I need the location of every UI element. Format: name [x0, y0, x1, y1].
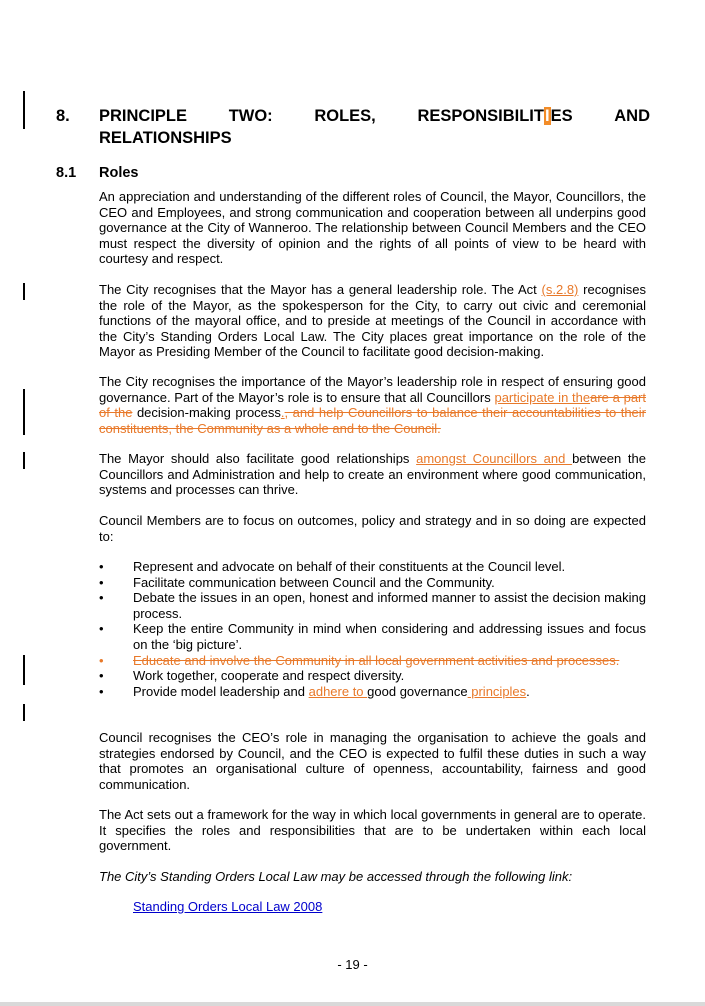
paragraph: The City recognises the importance of the Mayor’s leadership role in respect of ensuring good governance. Part of the Mayor’s role is to ensure that all Councillors participate in theare a part of the decision-making process., and help Councillors to balance their accountabilities to their constituents, the Community as a whole and to the Council.	[99, 374, 647, 436]
inserted-text: amongst Councillors and	[416, 451, 573, 466]
inserted-text: participate in the	[494, 389, 591, 405]
paragraph: Council Members are to focus on outcomes, policy and strategy and in so doing are expected to:	[99, 513, 646, 544]
change-bar	[23, 452, 25, 469]
list-item: • Facilitate communication between Council and the Community.	[99, 574, 495, 590]
list-item: • Represent and advocate on behalf of their constituents at the Council level.	[99, 559, 566, 574]
list-item: • Provide model leadership and adhere to good governance principles.	[99, 683, 530, 699]
page-edge	[0, 1002, 705, 1006]
inserted-text: (s.2.8)	[541, 282, 579, 297]
change-bar	[23, 283, 25, 300]
heading-word: RESPONSIBILITIES	[417, 107, 573, 125]
paragraph: An appreciation and understanding of the different roles of Council, the Mayor, Councillors, the CEO and Employees, and strong communication and cooperation between all underpins good governance at the City of Wanneroo. The relationship between Council Members and the CEO must respect the diversity of opinion and the rights of all points of view to be heard with courtesy and respect.	[99, 189, 646, 267]
heading-line-1	[99, 105, 650, 127]
subsection-title: Roles	[99, 165, 139, 181]
inserted-text: adhere to	[308, 683, 368, 699]
paragraph: The Act sets out a framework for the way in which local governments in general are to operate. It specifies the roles and responsibilities that are to be undertaken within each local government.	[99, 807, 646, 854]
list-item: • Work together, cooperate and respect diversity.	[99, 668, 405, 684]
standing-orders-link[interactable]: Standing Orders Local Law 2008	[133, 899, 323, 914]
subsection-number: 8.1	[56, 165, 77, 181]
inserted-text: principles	[467, 683, 527, 699]
list-item: • Keep the entire Community in mind when considering and addressing issues and focus on the ‘big picture’.	[99, 621, 646, 652]
heading-word: ROLES,	[314, 107, 376, 125]
change-bar	[23, 91, 25, 129]
change-bar	[23, 704, 25, 721]
list-item-deleted: • Educate and involve the Community in all local government activities and processes.	[99, 652, 620, 668]
page-number: - 19 -	[337, 957, 368, 972]
deleted-text: are a part of the	[99, 389, 646, 421]
inserted-text: .	[280, 405, 285, 421]
heading-line-2: RELATIONSHIPS	[99, 129, 232, 147]
paragraph-italic: The City’s Standing Orders Local Law may be accessed through the following link:	[99, 869, 573, 884]
section-number: 8.	[56, 107, 70, 125]
heading-word: AND	[614, 107, 650, 125]
heading-word: PRINCIPLE	[99, 107, 188, 125]
change-bar	[23, 389, 25, 435]
subsection-heading	[56, 165, 139, 181]
paragraph: The City recognises that the Mayor has a general leadership role. The Act (s.2.8) recognises the role of the Mayor, as the spokesperson for the City, to carry out civic and ceremonial functions of the mayoral office, and to preside at meetings of the Council in accordance with the City’s Standing Orders Local Law. The City places great importance on the role of the Mayor as Presiding Member of the Council to facilitate good decision-making.	[99, 282, 647, 360]
change-bar	[23, 655, 25, 685]
highlighted-letter: I	[544, 107, 550, 125]
list-item: • Debate the issues in an open, honest and informed manner to assist the decision making process.	[99, 590, 646, 621]
bullet-list	[99, 559, 646, 699]
deleted-text: , and help Councillors to balance their accountabilities to their constituents, the Community as a whole and to the Council.	[99, 405, 647, 436]
paragraph: Council recognises the CEO’s role in managing the organisation to achieve the goals and strategies endorsed by Council, and the CEO is expected to fulfil these duties in such a way that promotes an organisational culture of openness, accountability, fairness and good communication.	[99, 730, 646, 792]
heading-word: TWO:	[228, 107, 273, 125]
paragraph: The Mayor should also facilitate good relationships amongst Councillors and between the Councillors and Administration and help to create an environment where good communication, systems and processes can thrive.	[99, 451, 646, 498]
